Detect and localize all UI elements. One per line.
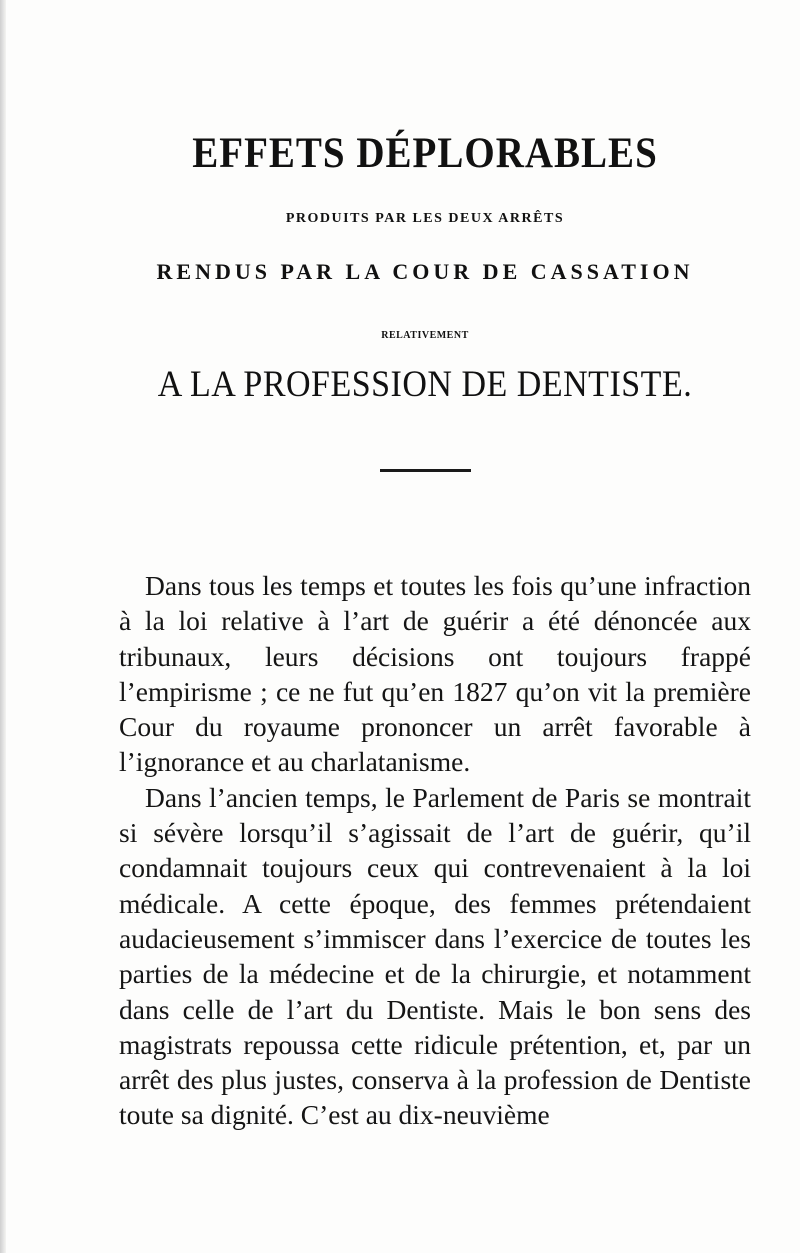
paragraph-2: Dans l’ancien temps, le Parlement de Paris se montrait si sévère lorsqu’il s’agissait de l’art de guérir, qu’il condamnait toujours ceux qui contrevenaient à la loi médicale. A cette époque, des femmes prétendaient audacieusement s’immiscer dans l’exercice de toutes les parties de la médecine et de la chirurgie, et notamment dans celle de l’art du Dentiste. Mais le bon sens des magistrats repoussa cette ridicule prétention, et, par un arrêt des plus justes, conserva à la profession de Dentiste toute sa dignité. C’est au dix-neuvième — [119, 781, 751, 1131]
section-divider-rule — [380, 469, 471, 472]
subtitle-line-4: A LA PROFESSION DE DENTISTE. — [157, 364, 693, 405]
subtitle-line-2: RENDUS PAR LA COUR DE CASSATION — [156, 259, 694, 284]
subtitle-line-3: RELATIVEMENT — [381, 330, 469, 341]
subtitle-line-1: PRODUITS PAR LES DEUX ARRÊTS — [285, 211, 565, 226]
chapter-title: EFFETS DÉPLORABLES — [192, 129, 658, 178]
page-gutter-shadow — [0, 0, 6, 1253]
paragraph-1: Dans tous les temps et toutes les fois qu’une infraction à la loi relative à l’art de guérir a été dénoncée aux tribunaux, leurs décisions ont toujours frappé l’empirisme ; ce ne fut qu’en 1827 qu’on vit la première Cour du royaume prononcer un arrêt favorable à l’ignorance et au charlatanisme. — [119, 570, 751, 778]
body-text — [119, 568, 751, 1133]
